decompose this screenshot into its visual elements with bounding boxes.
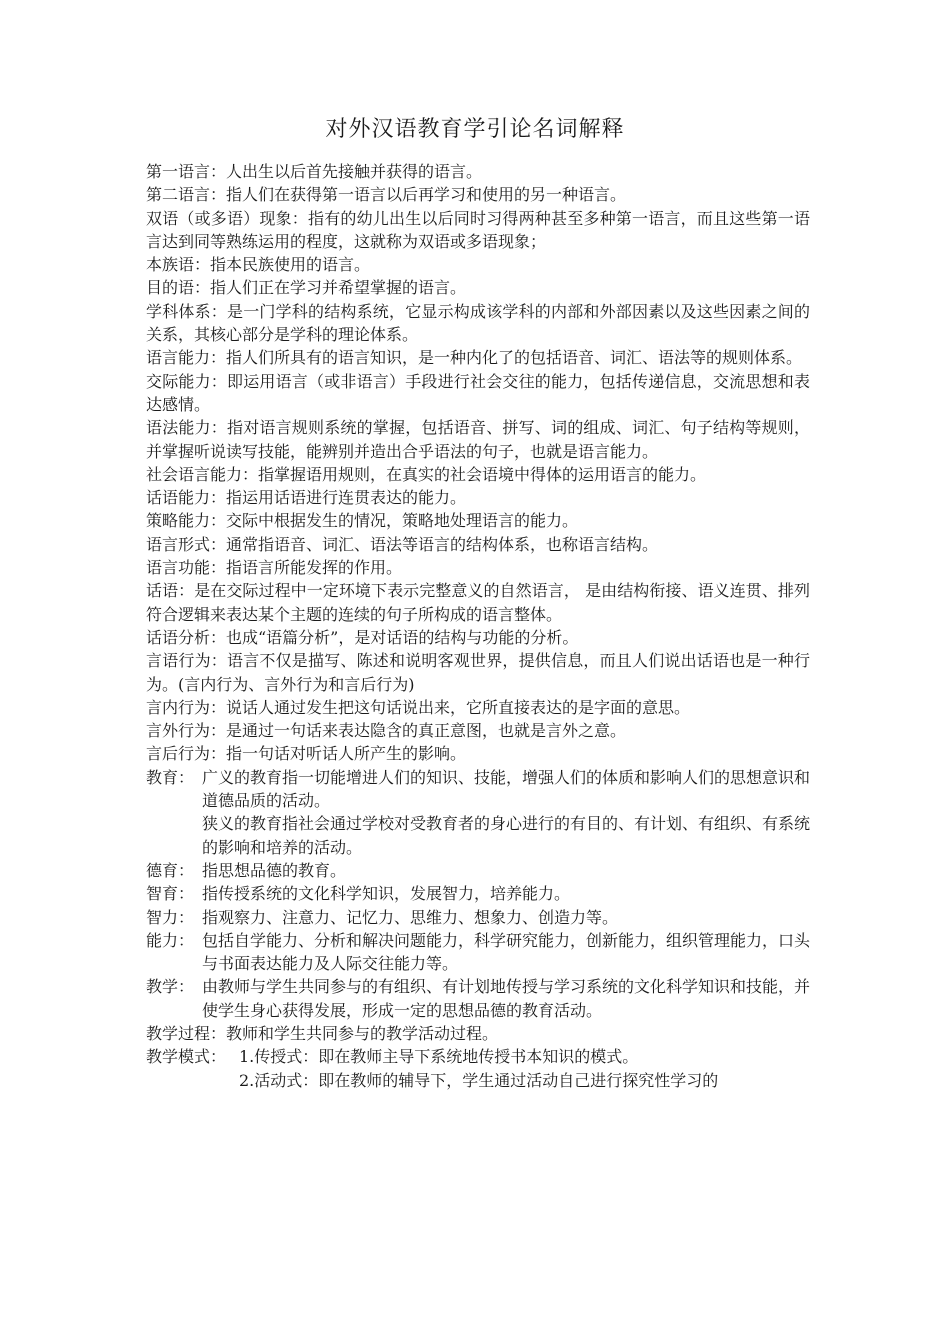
entry-intelligence	[146, 906, 810, 929]
entry-term: 德育：	[146, 860, 195, 880]
entry-discipline-system: 学科体系：是一门学科的结构系统，它显示构成该学科的内部和外部因素以及这些因素之间的关系，其核心部分是学科的理论体系。	[146, 301, 810, 345]
entry-locutionary-act: 言内行为：说话人通过发生把这句话说出来，它所直接表达的是字面的意思。	[146, 697, 691, 717]
entry-grammatical-competence: 语法能力：指对语言规则系统的掌握，包括语音、拼写、词的组成、词汇、句子结构等规则，并掌握听说读写技能，能辨别并造出合乎语法的句子，也就是语言能力。	[146, 418, 810, 461]
entry-first-language: 第一语言：人出生以后首先接触并获得的语言。	[146, 162, 483, 181]
entry-discourse-analysis: 话语分析：也成“语篇分析”，是对话语的结构与功能的分析。	[146, 627, 579, 647]
entry-perlocutionary-act: 言后行为：指一句话对听话人所产生的影响。	[146, 744, 467, 764]
entry-teaching-modes	[146, 1045, 810, 1092]
entry-teaching-process: 教学过程：教师和学生共同参与的教学活动过程。	[146, 1023, 499, 1043]
entry-moral-education	[146, 859, 810, 882]
entry-definition	[239, 1045, 810, 1092]
entry-education	[146, 766, 810, 859]
entry-term: 教育：	[146, 767, 195, 787]
entry-definition	[202, 766, 810, 859]
entry-term: 能力：	[146, 930, 195, 950]
education-narrow-definition: 狭义的教育指社会通过学校对受教育者的身心进行的有目的、有计划、有组织、有系统的影响和培养的活动。	[202, 814, 811, 857]
teaching-mode-item: 1.传授式：即在教师主导下系统地传授书本知识的模式。	[239, 1047, 639, 1067]
entry-target-language: 目的语：指人们正在学习并希望掌握的语言。	[146, 278, 467, 298]
teaching-mode-item: 2.活动式：即在教师的辅导下，学生通过活动自己进行探究性学习的	[239, 1070, 719, 1090]
entry-teaching	[146, 975, 810, 1022]
entry-definition: 指思想品德的教育。	[202, 860, 347, 880]
entry-term: 智力：	[146, 907, 195, 927]
document-title: 对外汉语教育学引论名词解释	[325, 117, 625, 142]
entry-definition: 指传授系统的文化科学知识，发展智力，培养能力。	[202, 884, 571, 904]
document-body	[146, 160, 810, 1092]
entry-illocutionary-act: 言外行为：是通过一句话来表达隐含的真正意图，也就是言外之意。	[146, 721, 627, 741]
entry-term: 教学：	[146, 977, 195, 997]
entry-intellectual-education	[146, 882, 810, 905]
entry-strategic-competence: 策略能力：交际中根据发生的情况，策略地处理语言的能力。	[146, 511, 579, 531]
entry-term: 智育：	[146, 884, 195, 904]
entry-speech-act: 言语行为：语言不仅是描写、陈述和说明客观世界，提供信息，而且人们说出话语也是一种行为。(言内行为、言外行为和言后行为)	[146, 651, 810, 694]
entry-definition: 指观察力、注意力、记忆力、思维力、想象力、创造力等。	[202, 907, 619, 927]
entry-language-form: 语言形式：通常指语音、词汇、语法等语言的结构体系，也称语言结构。	[146, 534, 659, 554]
entry-language-competence: 语言能力：指人们所具有的语言知识，是一种内化了的包括语音、词汇、语法等的规则体系。	[146, 348, 803, 368]
education-broad-definition: 广义的教育指一切能增进人们的知识、技能，增强人们的体质和影响人们的思想意识和道德品质的活动。	[202, 767, 811, 811]
entry-second-language: 第二语言：指人们在获得第一语言以后再学习和使用的另一种语言。	[146, 185, 627, 205]
entry-discourse-competence: 话语能力：指运用话语进行连贯表达的能力。	[146, 488, 467, 508]
entry-ability	[146, 929, 810, 976]
entry-term: 教学模式：	[146, 1047, 227, 1067]
entry-sociolinguistic-competence: 社会语言能力：指掌握语用规则，在真实的社会语境中得体的运用语言的能力。	[146, 464, 707, 484]
entry-bilingualism: 双语（或多语）现象：指有的幼儿出生以后同时习得两种甚至多种第一语言，而且这些第一语言达到同等熟练运用的程度，这就称为双语或多语现象；	[146, 208, 810, 251]
entry-definition: 包括自学能力、分析和解决问题能力，科学研究能力，创新能力，组织管理能力，口头与书面表达能力及人际交往能力等。	[202, 930, 811, 974]
entry-discourse: 话语：是在交际过程中一定环境下表示完整意义的自然语言， 是由结构衔接、语义连贯、排列符合逻辑来表达某个主题的连续的句子所构成的语言整体。	[146, 581, 810, 624]
entry-definition: 由教师与学生共同参与的有组织、有计划地传授与学习系统的文化科学知识和技能，并使学生身心获得发展，形成一定的思想品德的教育活动。	[202, 977, 811, 1020]
entry-language-function: 语言功能：指语言所能发挥的作用。	[146, 558, 403, 578]
entry-native-language: 本族语：指本民族使用的语言。	[146, 255, 371, 275]
entry-communicative-competence: 交际能力：即运用语言（或非语言）手段进行社会交往的能力，包括传递信息，交流思想和表达感情。	[146, 371, 810, 414]
